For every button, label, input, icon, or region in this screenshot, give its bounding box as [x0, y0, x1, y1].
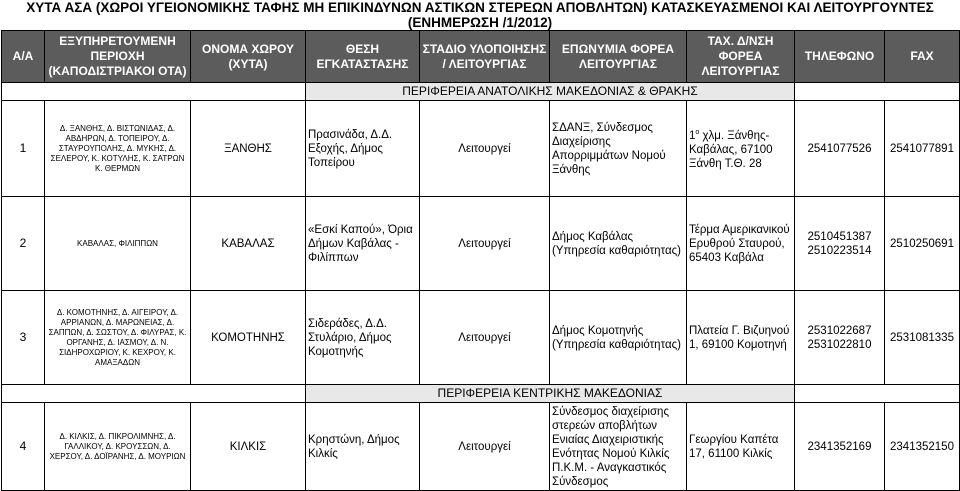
- header-address: ΤΑΧ. Δ/ΝΣΗ ΦΟΡΕΑ ΛΕΙΤΟΥΡΓΙΑΣ: [687, 31, 795, 83]
- header-fax: FAX: [885, 31, 960, 83]
- row-phone: 2531022687 2531022810: [795, 291, 885, 385]
- row-address: $1^o$ χλμ. Ξάνθης-Καβάλας, 67100 Ξάνθη Τ.Θ. 28: [687, 101, 795, 197]
- row-fax: 2531081335: [885, 291, 960, 385]
- row-address: Τέρμα Αμερικανικού Ερυθρού Σταυρού, 65403 Καβάλα: [687, 197, 795, 291]
- header-stage: ΣΤΑΔΙΟ ΥΛΟΠΟΙΗΣΗΣ / ΛΕΙΤΟΥΡΓΙΑΣ: [420, 31, 550, 83]
- region-label: ΠΕΡΙΦΕΡΕΙΑ ΑΝΑΤΟΛΙΚΗΣ ΜΑΚΕΔΟΝΙΑΣ & ΘΡΑΚΗΣ: [306, 83, 795, 101]
- row-name: ΚΙΛΚΙΣ: [191, 403, 306, 491]
- row-phone: 2541077526: [795, 101, 885, 197]
- row-operator: ΣΔΑΝΞ, Σύνδεσμος Διαχείρισης Απορριμμάτων Νομού Ξάνθης: [550, 101, 687, 197]
- row-fax: 2510250691: [885, 197, 960, 291]
- header-phone: ΤΗΛΕΦΩΝΟ: [795, 31, 885, 83]
- row-location: Σιδεράδες, Δ.Δ. Στυλάριο, Δήμος Κομοτηνής: [306, 291, 420, 385]
- table-row: [2, 291, 960, 385]
- row-location: Κρηστώνη, Δήμος Κιλκίς: [306, 403, 420, 491]
- row-area: Δ. ΚΙΛΚΙΣ, Δ. ΠΙΚΡΟΛΙΜΝΗΣ, Δ. ΓΑΛΛΙΚΟΥ, Δ. ΚΡΟΥΣΣΩΝ, Δ. ΧΕΡΣΟΥ, Δ. ΔΟΪΡΑΝΗΣ, Δ. ΜΟΥΡΙΩΝ: [45, 403, 191, 491]
- document-title: [0, 0, 960, 30]
- header-row: [2, 31, 960, 83]
- header-name: ΟΝΟΜΑ ΧΩΡΟΥ (ΧΥΤΑ): [191, 31, 306, 83]
- row-address: Πλατεία Γ. Βιζυηνού 1, 69100 Κομοτηνή: [687, 291, 795, 385]
- row-aa: 1: [2, 101, 45, 197]
- row-operator: Δήμος Καβάλας (Υπηρεσία καθαριότητας): [550, 197, 687, 291]
- region-row: [2, 385, 960, 403]
- region-label: ΠΕΡΙΦΕΡΕΙΑ ΚΕΝΤΡΙΚΗΣ ΜΑΚΕΔΟΝΙΑΣ: [306, 385, 795, 403]
- header-area: ΕΞΥΠΗΡΕΤΟΥΜΕΝΗ ΠΕΡΙΟΧΗ (ΚΑΠΟΔΙΣΤΡΙΑΚΟΙ ΟΤΑ): [45, 31, 191, 83]
- table-row: [2, 101, 960, 197]
- row-fax: 2541077891: [885, 101, 960, 197]
- row-area: ΚΑΒΑΛΑΣ, ΦΙΛΙΠΠΩΝ: [45, 197, 191, 291]
- row-operator: Σύνδεσμος διαχείρισης στερεών αποβλήτων Ενιαίας Διαχειριστικής Ενότητας Νομού Κιλκίς Π.Κ.Μ. - Αναγκαστικός Σύνδεσμος: [550, 403, 687, 491]
- row-location: «Εσκί Καπού», Όρια Δήμων Καβάλας - Φιλίππων: [306, 197, 420, 291]
- row-stage: Λειτουργεί: [420, 101, 550, 197]
- title-line-2: (ΕΝΗΜΕΡΩΣΗ /1/2012): [407, 15, 553, 30]
- row-location: Πρασινάδα, Δ.Δ. Εξοχής, Δήμος Τοπείρου: [306, 101, 420, 197]
- row-phone: 2341352169: [795, 403, 885, 491]
- row-address: Γεωργίου Καπέτα 17, 61100 Κιλκίς: [687, 403, 795, 491]
- row-area: Δ. ΞΑΝΘΗΣ, Δ. ΒΙΣΤΩΝΙΔΑΣ, Δ. ΑΒΔΗΡΩΝ, Δ. ΤΟΠΕΙΡΟΥ, Δ. ΣΤΑΥΡΟΥΠΟΛΗΣ, Δ. ΜΥΚΗΣ, Δ. ΣΕΛΕΡΟΥ, Κ. ΚΟΤΥΛΗΣ, Κ. ΣΑΤΡΩΝ Κ. ΘΕΡΜΩΝ: [45, 101, 191, 197]
- header-location: ΘΕΣΗ ΕΓΚΑΤΑΣΤΑΣΗΣ: [306, 31, 420, 83]
- header-aa: Α/Α: [2, 31, 45, 83]
- table-row: [2, 403, 960, 491]
- table-row: [2, 197, 960, 291]
- row-stage: Λειτουργεί: [420, 197, 550, 291]
- row-name: ΚΟΜΟΤΗΝΗΣ: [191, 291, 306, 385]
- row-aa: 2: [2, 197, 45, 291]
- row-name: ΚΑΒΑΛΑΣ: [191, 197, 306, 291]
- landfill-table: [1, 30, 960, 491]
- header-operator: ΕΠΩΝΥΜΙΑ ΦΟΡΕΑ ΛΕΙΤΟΥΡΓΙΑΣ: [550, 31, 687, 83]
- row-aa: 3: [2, 291, 45, 385]
- row-phone: 2510451387 2510223514: [795, 197, 885, 291]
- row-stage: Λειτουργεί: [420, 291, 550, 385]
- region-row: [2, 83, 960, 101]
- row-aa: 4: [2, 403, 45, 491]
- row-stage: Λειτουργεί: [420, 403, 550, 491]
- row-fax: 2341352150: [885, 403, 960, 491]
- row-name: ΞΑΝΘΗΣ: [191, 101, 306, 197]
- row-operator: Δήμος Κομοτηνής (Υπηρεσία καθαριότητας): [550, 291, 687, 385]
- title-line-1: ΧΥΤΑ ΑΣΑ (ΧΩΡΟΙ ΥΓΕΙΟΝΟΜΙΚΗΣ ΤΑΦΗΣ ΜΗ ΕΠΙΚΙΝΔΥΝΩΝ ΑΣΤΙΚΩΝ ΣΤΕΡΕΩΝ ΑΠΟΒΛΗΤΩΝ) ΚΑΤΑΣΚΕΥΑΣΜΕΝΟΙ ΚΑΙ ΛΕΙΤΟΥΡΓΟΥΝΤΕΣ: [26, 0, 934, 15]
- row-area: Δ. ΚΟΜΟΤΗΝΗΣ, Δ. ΑΙΓΕΙΡΟΥ, Δ. ΑΡΡΙΑΝΩΝ, Δ. ΜΑΡΩΝΕΙΑΣ, Δ. ΣΑΠΠΩΝ, Δ. ΣΩΣΤΟΥ, Δ. ΦΙΛΥΡΑΣ, Κ. ΟΡΓΑΝΗΣ, Δ. ΙΑΣΜΟΥ, Δ. Ν. ΣΙΔΗΡΟΧΩΡΙΟΥ, Κ. ΚΕΧΡΟΥ, Κ. ΑΜΑΞΑΔΩΝ: [45, 291, 191, 385]
